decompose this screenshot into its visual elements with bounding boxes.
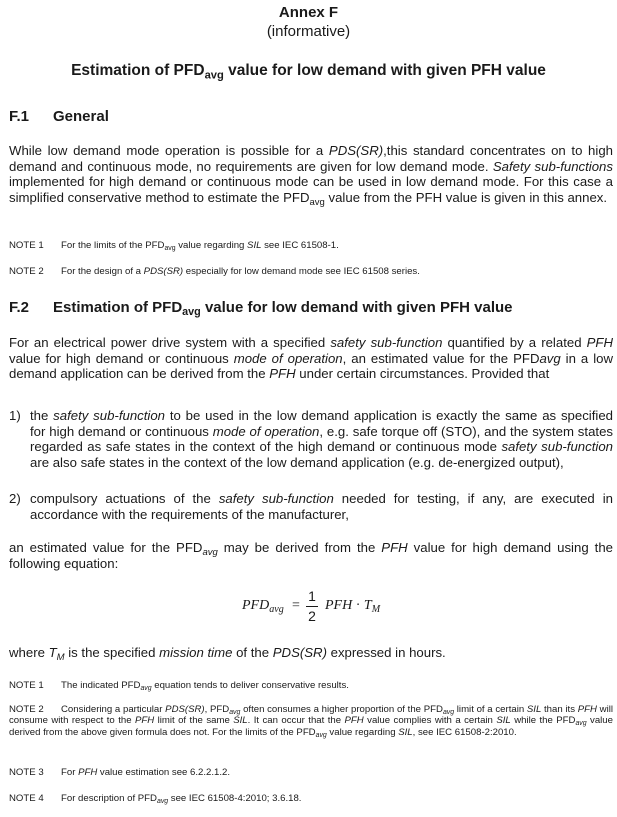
- f2-note-1: NOTE 1 The indicated $PFD_{avg}$ equation tends to deliver conservative results.: [9, 680, 349, 693]
- equation-lhs: $PFD_{avg}$: [242, 598, 284, 616]
- f1-note-2: NOTE 2 For the design of a PDS(SR) especially for low demand mode see IEC 61508 series.: [9, 266, 420, 277]
- f1-paragraph: While low demand mode operation is possible for a PDS(SR),this standard concentrates on to high demand and continuous mode, no requirements are given for low demand mode. Safety sub-functions implemented for high demand or continuous mode can be used in low demand mode. For this case a simplified conservative method to estimate the $PFD_{avg}$ value from the PFH value is given in this annex.: [9, 143, 613, 208]
- annex-title: Annex F: [278, 4, 339, 21]
- equation-numerator: 1: [308, 588, 316, 604]
- f1-note-1: NOTE 1 For the limits of the $PFD_{avg}$ value regarding SIL see IEC 61508-1.: [9, 240, 339, 253]
- f2-paragraph-2: an estimated value for the $PFD_{avg}$ may be derived from the PFH value for high demand using the following equation:: [9, 540, 613, 571]
- equation-denominator: 2: [308, 608, 316, 624]
- document-title: Estimation of $PFD_{avg}$ value for low demand with given PFH value: [71, 62, 546, 82]
- section-heading-f2: F.2 Estimation of $PFD_{avg}$ value for low demand with given PFH value: [9, 299, 513, 319]
- f2-note-3: NOTE 3 For PFH value estimation see 6.2.2.1.2.: [9, 767, 231, 778]
- f2-note-4: NOTE 4 For description of $PFD_{avg}$ see IEC 61508-4:2010; 3.6.18.: [9, 793, 302, 806]
- section-heading-f1: F.1 General: [9, 108, 109, 125]
- fraction-bar: [306, 606, 318, 607]
- annex-subtitle: (informative): [266, 23, 351, 40]
- f2-paragraph-3: where $T_M$ is the specified mission time of the PDS(SR) expressed in hours.: [9, 645, 446, 663]
- condition-item-2: 2) compulsory actuations of the safety sub-function needed for testing, if any, are executed in accordance with the requirements of the manufacturer,: [9, 491, 613, 522]
- equation-equals: =: [292, 598, 300, 613]
- f2-paragraph-1: For an electrical power drive system with a specified safety sub-function quantified by a related PFH value for high demand or continuous mode of operation, an estimated value for the PFDavg in a low demand application can be derived from the PFH under certain circumstances. Provided that: [9, 335, 613, 381]
- condition-item-1: 1) the safety sub-function to be used in the low demand application is exactly the same as specified for high demand or continuous mode of operation, e.g. safe torque off (STO), and the system states regarded as safe states in the context of the high demand or continuous mode safety sub-function are also safe states in the context of the low demand application (e.g. de-energized output),: [9, 408, 613, 470]
- equation-rhs: PFH · $T_M$: [325, 598, 381, 616]
- f2-note-2: NOTE 2 Considering a particular PDS(SR), $PFD_{avg}$ often consumes a higher proportion of the $PFD_{avg}$ limit of a certain SIL than its PFH will consume with respect to the PFH limit of the same SIL. It can occur that the PFH value complies with a certain SIL while the $PFD_{avg}$ value derived from the above given formula does not. For the limits of the $PFD_{avg}$ value regarding SIL, see IEC 61508-2:2010.: [9, 704, 613, 739]
